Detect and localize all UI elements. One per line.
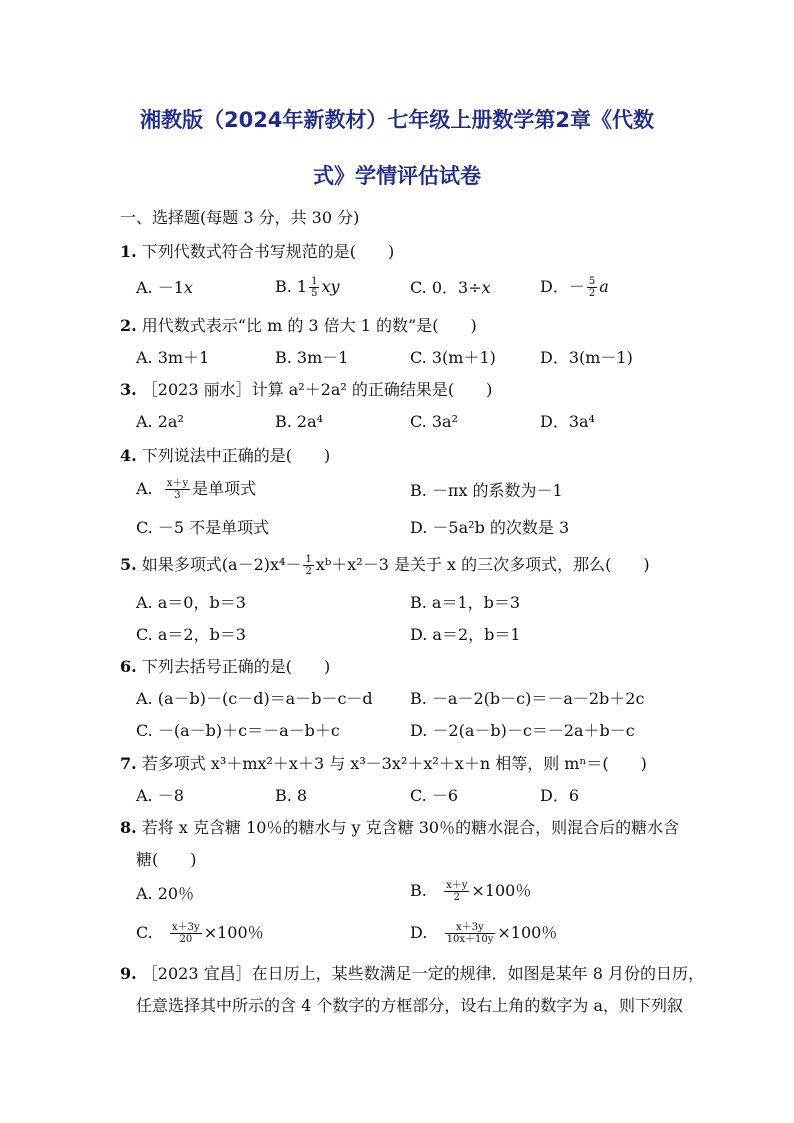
q3-option-d: D．3a⁴: [540, 412, 595, 431]
question-text-pre: 如果多项式(a－2)x⁴－: [141, 555, 302, 574]
q8-option-c: C. $\frac{x+3y}{20}$ ×100％: [136, 922, 264, 945]
question-number: 4.: [120, 446, 137, 465]
question-1: [120, 242, 394, 262]
q4-option-b: B. －πx 的系数为－1: [410, 481, 563, 500]
question-9: [120, 964, 704, 984]
question-number: 8.: [120, 818, 137, 837]
question-number: 9.: [120, 964, 137, 983]
q4-option-a: A. $\frac{x+y}{3}$ 是单项式: [136, 478, 257, 501]
question-4: [120, 446, 330, 466]
question-text: 下列去括号正确的是( ): [141, 657, 331, 676]
q1-option-d: D．－ $\frac{5}{2}$ a: [540, 276, 609, 299]
question-text: 下列代数式符合书写规范的是( ): [141, 242, 395, 261]
q2-option-c: C. 3(m＋1): [410, 348, 496, 367]
q7-option-a: A. －8: [136, 786, 184, 805]
q7-option-d: D．6: [540, 786, 580, 805]
question-text: 若多项式 x³＋mx²＋x＋3 与 x³－3x²＋x²＋x＋n 相等，则 mⁿ＝( ): [141, 754, 647, 773]
question-9-cont: 任意选择其中所示的含 4 个数字的方框部分，设右上角的数字为 a，则下列叙: [136, 996, 683, 1015]
q2-option-d: D．3(m－1): [540, 348, 633, 367]
question-7: [120, 754, 647, 774]
q6-option-d: D. －2(a－b)－c＝－2a＋b－c: [410, 721, 635, 740]
question-text-post: xᵇ＋x²－3 是关于 x 的三次多项式，那么( ): [315, 555, 650, 574]
q3-option-c: C. 3a²: [410, 412, 458, 431]
q5-option-d: D. a＝2，b＝1: [410, 625, 521, 644]
section-heading: 一、选择题(每题 3 分，共 30 分): [120, 208, 360, 227]
fraction: $\frac{x+3y}{20}$: [172, 922, 200, 945]
q6-option-c: C. －(a－b)＋c＝－a－b＋c: [136, 721, 340, 740]
q5-option-a: A. a＝0，b＝3: [136, 593, 246, 612]
question-number: 3.: [120, 380, 137, 399]
q5-option-c: C. a＝2，b＝3: [136, 625, 246, 644]
question-2: [120, 316, 477, 336]
exam-title-line1: 湘教版（2024年新教材）七年级上册数学第2章《代数: [139, 108, 655, 132]
question-number: 2.: [120, 316, 137, 335]
q8-option-d: D. $\frac{x+3y}{10x+10y}$ ×100％: [410, 922, 558, 945]
q6-option-b: B. －a－2(b－c)＝－a－2b＋2c: [410, 689, 645, 708]
question-8-cont: 糖( ): [136, 850, 197, 869]
question-6: [120, 657, 330, 677]
fraction: $\frac{1}{5}$: [311, 276, 318, 299]
question-3: [120, 380, 492, 400]
question-5: [120, 554, 650, 577]
q3-option-a: A. 2a²: [136, 412, 184, 431]
q1-option-b: B. 1 $\frac{1}{5}$ xy: [275, 276, 340, 299]
q4-option-d: D. －5a²b 的次数是 3: [410, 518, 570, 537]
q3-option-b: B. 2a⁴: [275, 412, 324, 431]
question-number: 5.: [120, 555, 137, 574]
q2-option-b: B. 3m－1: [275, 348, 349, 367]
q7-option-c: C. －6: [410, 786, 459, 805]
fraction: $\frac{5}{2}$: [588, 276, 596, 299]
q4-option-c: C. －5 不是单项式: [136, 518, 270, 537]
question-number: 6.: [120, 657, 137, 676]
q1-option-c: C. 0．3÷x: [410, 278, 491, 297]
fraction: $\frac{1}{2}$: [305, 554, 312, 577]
fraction: $\frac{x+y}{3}$: [166, 478, 189, 501]
question-number: 1.: [120, 242, 137, 261]
question-text: ［2023 丽水］计算 a²＋2a² 的正确结果是( ): [141, 380, 493, 399]
question-text: 下列说法中正确的是( ): [141, 446, 331, 465]
q8-option-a: A. 20％: [136, 884, 195, 903]
question-8: [120, 818, 679, 838]
question-text: 用代数式表示“比 m 的 3 倍大 1 的数”是( ): [141, 316, 477, 335]
q7-option-b: B. 8: [275, 786, 308, 805]
q2-option-a: A. 3m＋1: [136, 348, 210, 367]
exam-title-line2: 式》学情评估试卷: [313, 164, 481, 188]
question-text: 若将 x 克含糖 10％的糖水与 y 克含糖 30％的糖水混合，则混合后的糖水含: [141, 818, 680, 837]
q8-option-b: B. $\frac{x+y}{2}$ ×100％: [410, 880, 532, 903]
question-number: 7.: [120, 754, 137, 773]
fraction: $\frac{x+3y}{10x+10y}$: [446, 922, 494, 945]
fraction: $\frac{x+y}{2}$: [446, 880, 468, 903]
q5-option-b: B. a＝1，b＝3: [410, 593, 521, 612]
question-text: ［2023 宜昌］在日历上，某些数满足一定的规律．如图是某年 8 月份的日历，: [141, 964, 704, 983]
q1-option-a: A. －1x: [136, 278, 193, 297]
q6-option-a: A. (a－b)－(c－d)＝a－b－c－d: [136, 689, 373, 708]
